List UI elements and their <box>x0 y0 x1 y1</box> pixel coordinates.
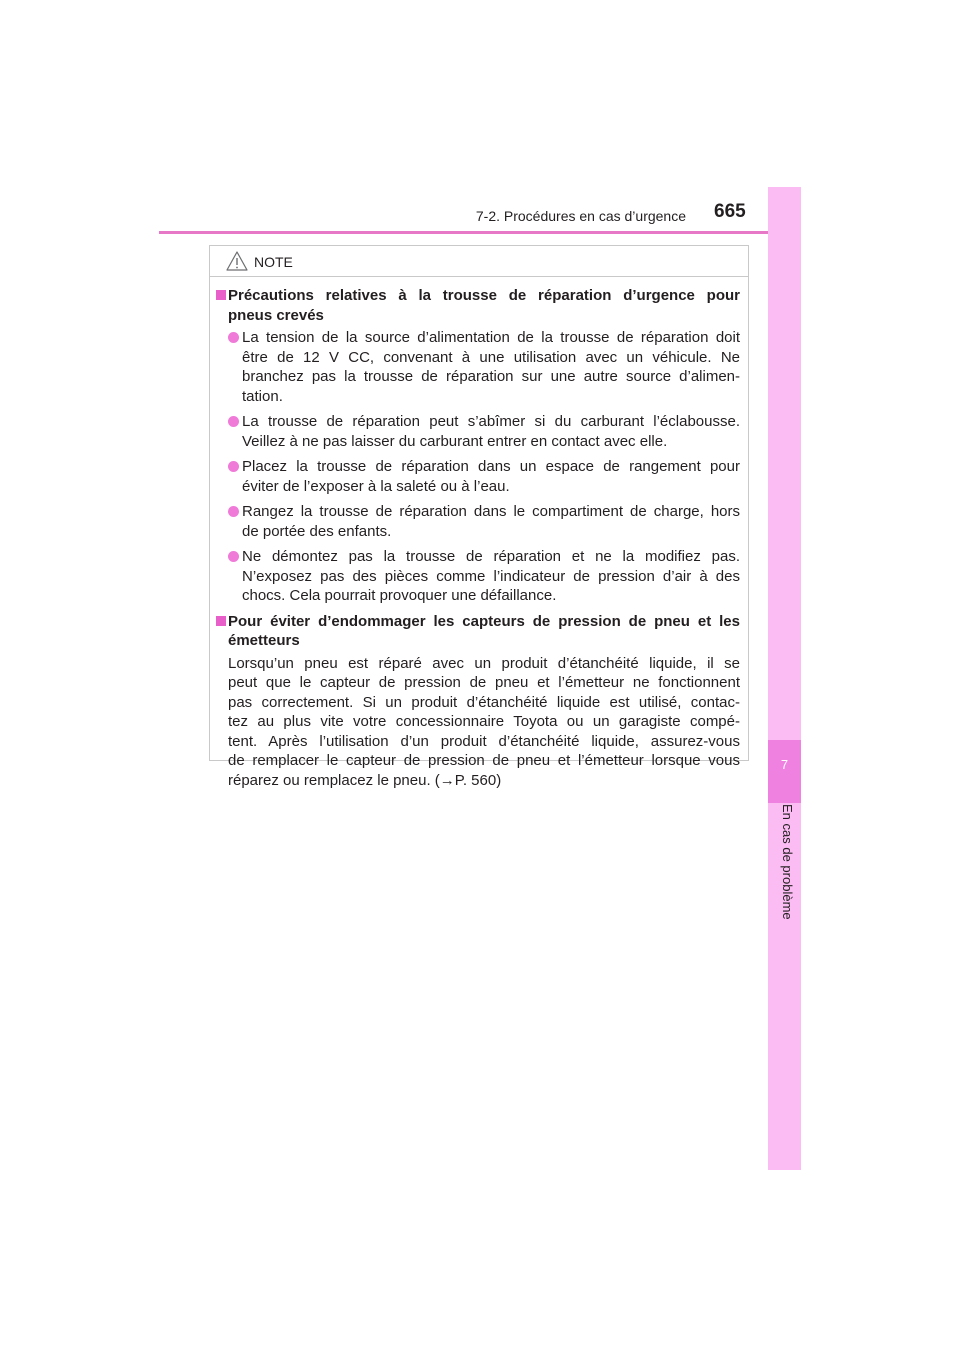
page-reference-link: réparez ou remplacez le pneu. (→P. 560) <box>228 771 502 789</box>
note-header <box>210 246 748 277</box>
note-section <box>214 286 740 325</box>
page-number: 665 <box>714 201 746 222</box>
note-label: NOTE <box>254 254 293 270</box>
pink-circle-icon <box>228 416 239 427</box>
pink-square-icon <box>216 616 226 626</box>
pink-square-icon <box>216 290 226 300</box>
chapter-side-band <box>768 187 801 1170</box>
note-box <box>209 245 749 789</box>
list-item: Ne démontez pas la trousse de réparation et ne la modifiez pas. N’exposez pas des pièces comme l’indicateur de pression d’air à des chocs. Cela pourrait provoquer une défaillance. <box>228 547 740 606</box>
pink-circle-icon <box>228 551 239 562</box>
section-title: Pour éviter d’endommager les capteurs de pression de pneu et les émetteurs <box>228 612 740 649</box>
chapter-number: 7 <box>780 757 789 772</box>
section-title: Précautions relatives à la trousse de réparation d’urgence pour pneus crevés <box>228 287 740 324</box>
section-paragraph: Lorsqu’un pneu est réparé avec un produit d’étanchéité liquide, il se peut que le capteur de pression de pneu et l’émetteur ne fonctionnent pas correctement. Si un produit d’étanchéité liquide est utilisé, contac- tez au plus vite votre concessionnaire Toyota ou un garagiste compé- tent. Après l’utilisation d’un produit d’étanchéité liquide, assurez-vous de remplacer le capteur de pression de pneu et l’émetteur lorsque vous réparez ou remplacez le pneu. (→P. 560) <box>228 654 740 789</box>
pink-circle-icon <box>228 461 239 472</box>
list-item: La tension de la source d’alimentation de la trousse de réparation doit être de 12 V CC, convenant à une utilisation avec un véhicule. Ne branchez pas la trousse de réparation sur une autre source d’alimen- tation. <box>228 328 740 406</box>
note-section <box>214 612 740 651</box>
chapter-title: En cas de problème <box>780 804 795 920</box>
note-content <box>210 286 748 790</box>
list-item: Rangez la trousse de réparation dans le compartiment de charge, hors de portée des enfants. <box>228 502 740 541</box>
list-item: La trousse de réparation peut s’abîmer si du carburant l’éclabousse. Veillez à ne pas laisser du carburant entrer en contact avec elle. <box>228 412 740 451</box>
list-item: Placez la trousse de réparation dans un espace de rangement pour éviter de l’exposer à la saleté ou à l’eau. <box>228 457 740 496</box>
pink-circle-icon <box>228 506 239 517</box>
pink-circle-icon <box>228 332 239 343</box>
running-header: 7-2. Procédures en cas d’urgence <box>475 208 686 224</box>
warning-triangle-icon <box>226 251 248 271</box>
header-rule <box>159 231 801 234</box>
